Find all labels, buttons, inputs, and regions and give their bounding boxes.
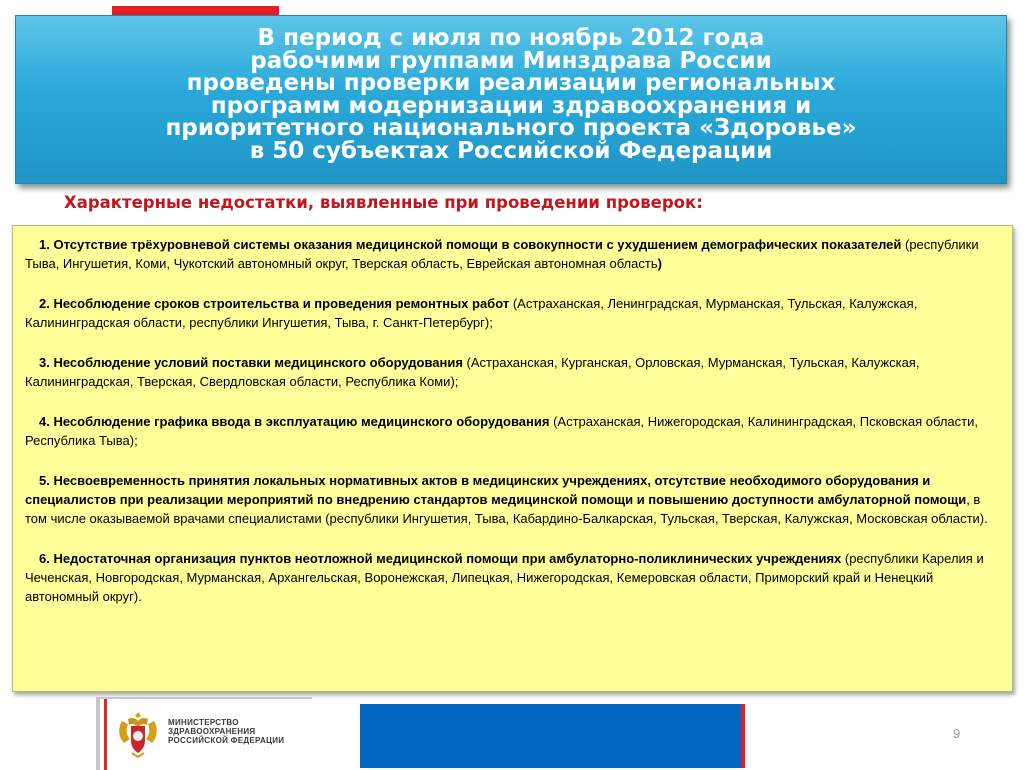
list-item <box>25 412 1000 450</box>
item-heading: 1. Отсутствие трёхуровневой системы оказания медицинской помощи в совокупности с ухудшением демографических показателей <box>39 237 902 252</box>
item-heading: 6. Недостаточная организация пунктов неотложной медицинской помощи при амбулаторно-поликлинических учреждениях <box>39 551 842 566</box>
ministry-name-line: РОССИЙСКОЙ ФЕДЕРАЦИИ <box>168 736 285 745</box>
list-item <box>25 235 1000 273</box>
deficiencies-list-box <box>12 225 1013 692</box>
list-item <box>25 294 1000 332</box>
item-heading: 4. Несоблюдение графика ввода в эксплуатацию медицинского оборудования <box>39 414 550 429</box>
item-heading: 3. Несоблюдение условий поставки медицинского оборудования <box>39 355 463 370</box>
title-line: В период с июля по ноябрь 2012 года <box>257 25 765 51</box>
logo-red-divider <box>104 699 107 770</box>
section-subheading: Характерные недостатки, выявленные при проведении проверок: <box>64 193 703 212</box>
item-details: (Астраханская, Ленинградская, Мурманская, Тульская, Калужская, Калининградская области, республики Ингушетия, Тыва, г. Санкт-Петербург); <box>25 296 918 330</box>
item-heading: 5. Несвоевременность принятия локальных нормативных актов в медицинских учреждениях, отсутствие необходимого оборудования и специалистов при реализации мероприятий по внедрению стандартов медицинской помощи и повышению доступности амбулаторной помощи <box>25 473 967 507</box>
ministry-name-line: МИНИСТЕРСТВО <box>168 718 239 727</box>
title-line: приоритетного национального проекта «Здоровье» <box>165 115 857 141</box>
item-details: (республики Карелия и Чеченская, Новгородская, Мурманская, Архангельская, Воронежская, Липецкая, Нижегородская, Кемеровская области, Приморский край и Ненецкий автономный округ). <box>25 551 984 604</box>
item-details: (Астраханская, Нижегородская, Калининградская, Псковская области, Республика Тыва); <box>25 414 978 448</box>
list-item <box>25 549 1000 606</box>
ministry-name <box>168 718 284 745</box>
double-headed-eagle-emblem-icon <box>114 709 162 759</box>
title-line: рабочими группами Минздрава России <box>250 47 772 74</box>
title-line: программ модернизации здравоохранения и <box>210 92 812 119</box>
footer-red-stripe <box>741 704 745 768</box>
slide-title-box <box>15 15 1007 184</box>
ministry-name-line: ЗДРАВООХРАНЕНИЯ <box>168 727 256 736</box>
item-heading: 2. Несоблюдение сроков строительства и проведения ремонтных работ <box>39 296 510 311</box>
ministry-logo-block <box>96 697 312 770</box>
item-tail: ) <box>657 256 662 271</box>
list-item <box>25 471 1000 528</box>
list-item <box>25 353 1000 391</box>
item-details: , в том числе оказываемой врачами специалистами (республики Ингушетия, Тыва, Кабардино-Балкарская, Тульская, Тверская, Калужская, Московская области). <box>25 492 988 526</box>
title-line: проведены проверки реализации региональных <box>186 70 836 96</box>
title-line: в 50 субъектах Российской Федерации <box>249 137 773 164</box>
item-details: (республики Тыва, Ингушетия, Коми, Чукотский автономный округ, Тверская область, Еврейская автономная область <box>25 237 979 271</box>
item-details: (Астраханская, Курганская, Орловская, Мурманская, Тульская, Калужская, Калининградская, Тверская, Свердловская области, Республика Коми); <box>25 355 920 389</box>
page-number: 9 <box>953 726 961 741</box>
footer-blue-band <box>360 704 741 768</box>
